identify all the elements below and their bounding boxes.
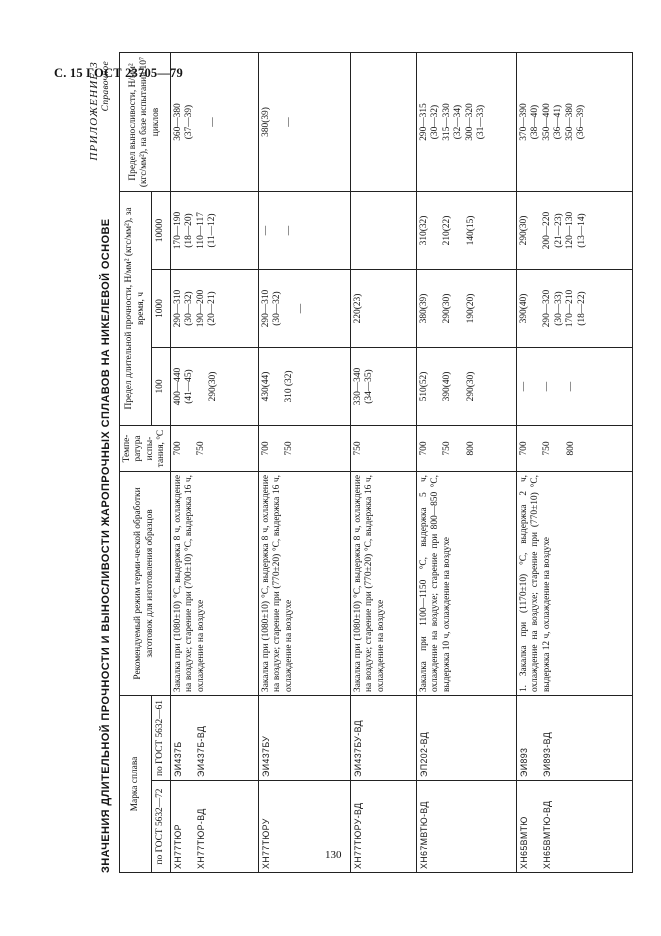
cell-line: 290—310	[260, 289, 271, 328]
cell-endurance	[258, 53, 350, 192]
cell-line: 750	[196, 441, 207, 456]
cell-grade-gost-72	[170, 781, 258, 873]
cell-line: 800	[465, 441, 476, 456]
cell-line: ХН65ВМТЮ	[518, 816, 529, 869]
cell-grade-gost-72	[416, 781, 516, 873]
cell-spacer	[430, 351, 442, 422]
col-grade-group: Марка сплава	[120, 696, 152, 873]
cell-strength-100	[416, 348, 516, 426]
cell-line: (20—21)	[207, 291, 218, 326]
cell-line: (41—45)	[184, 369, 195, 404]
cell-strength-10000	[416, 192, 516, 270]
cell-spacer	[272, 351, 284, 422]
cell-endurance	[170, 53, 258, 192]
cell-line: 310 (32)	[284, 370, 295, 403]
cell-line: (30—32)	[272, 291, 283, 326]
rotated-content	[88, 53, 648, 873]
cell-line: 220(23)	[352, 293, 363, 324]
cell-regime: Закалка при (1080±10) °С, выдержка 8 ч, охлаждение на воздухе; старение при (770±20) °С, выдержка 16 ч, охлаждение на воздухе	[350, 472, 416, 696]
cell-strength-10000	[350, 192, 416, 270]
annex-title: ПРИЛОЖЕНИЕ 3	[88, 61, 100, 161]
cell-temp	[258, 426, 350, 472]
cell-line: 290(30)	[465, 371, 476, 402]
cell-temp	[170, 426, 258, 472]
table-title: ЗНАЧЕНИЯ ДЛИТЕЛЬНОЙ ПРОЧНОСТИ И ВЫНОСЛИВОСТИ ЖАРОПРОЧНЫХ СПЛАВОВ НА НИКЕЛЕВОЙ ОСНОВЕ	[100, 218, 112, 873]
cell-grade-gost-61	[350, 696, 416, 781]
cell-line: 370—390	[518, 103, 529, 141]
cell-spacer	[454, 195, 466, 266]
cell-line: —	[295, 303, 306, 314]
cell-spacer	[530, 429, 542, 468]
cell-line: 700	[418, 441, 429, 456]
cell-line: 750	[542, 441, 553, 456]
cell-line: (32—34)	[453, 104, 464, 140]
cell-strength-100	[516, 348, 632, 426]
data-table	[119, 52, 633, 873]
cell-spacer	[272, 195, 284, 266]
cell-spacer	[454, 351, 466, 422]
cell-spacer	[554, 351, 566, 422]
cell-endurance	[416, 53, 516, 192]
col-grade-gost-61: по ГОСТ 5632—61	[152, 696, 171, 781]
cell-spacer	[530, 195, 542, 266]
cell-strength-1000	[170, 270, 258, 348]
cell-line: (13—14)	[576, 213, 587, 248]
cell-line: —	[260, 225, 271, 236]
cell-line: 200—220	[542, 211, 553, 250]
cell-line: 750	[352, 441, 363, 456]
col-strength-group: Предел длительной прочности, Н/мм² (кгс/мм²), за время, ч	[120, 192, 152, 426]
cell-line: ХН77ТЮР	[172, 824, 183, 869]
cell-line: 400—440	[172, 367, 183, 406]
cell-temp	[350, 426, 416, 472]
cell-line: 390(40)	[442, 371, 453, 402]
cell-line: 290(30)	[442, 293, 453, 324]
cell-temp	[416, 426, 516, 472]
cell-spacer	[454, 273, 466, 344]
cell-line: 290(30)	[518, 215, 529, 246]
cell-regime: Закалка при (1080±10) °С, выдержка 8 ч, охлаждение на воздухе; старение при (770±20) °С, выдержка 16 ч, охлаждение на воздухе	[258, 472, 350, 696]
cell-line: 170—210	[565, 289, 576, 328]
cell-grade-gost-72	[350, 781, 416, 873]
cell-strength-10000	[516, 192, 632, 270]
cell-strength-1000	[350, 270, 416, 348]
col-temp: Темпе-ратура испы-тания, °С	[120, 426, 171, 472]
cell-line: 210(22)	[442, 215, 453, 246]
cell-spacer	[196, 351, 208, 422]
cell-regime: Закалка при 1100—1150 °С, выдержка 5 ч, охлаждение на воздухе; старение при 800—850 °С, выдержка 10 ч, охлаждение на воздухе	[416, 472, 516, 696]
cell-line: ЭИ437БУ	[260, 735, 271, 777]
col-regime: Рекомендуемый режим терми-ческой обработки заготовок для изготовления образцов	[120, 472, 171, 696]
cell-line: 290—320	[542, 289, 553, 328]
cell-line: 330—340	[352, 367, 363, 406]
cell-line: (36—39)	[576, 104, 587, 140]
cell-line: ЭИ437Б	[172, 741, 183, 777]
cell-line: ЭИ893	[518, 747, 529, 777]
table-row	[170, 53, 258, 873]
cell-line: (18—22)	[576, 291, 587, 326]
cell-line: 310(32)	[418, 215, 429, 246]
cell-line: (36—41)	[553, 104, 564, 140]
cell-line: 700	[518, 441, 529, 456]
cell-line: (34—35)	[364, 369, 375, 404]
cell-spacer	[530, 699, 542, 777]
cell-grade-gost-61	[416, 696, 516, 781]
page-header: С. 15 ГОСТ 23705—79	[54, 66, 183, 80]
cell-line: —	[518, 381, 529, 392]
cell-line: ЭИ893-ВД	[541, 731, 552, 777]
cell-line: —	[284, 117, 295, 127]
cell-line: 110—117	[195, 212, 206, 249]
cell-spacer	[454, 429, 466, 468]
cell-line: 360—380	[172, 103, 183, 141]
cell-endurance	[516, 53, 632, 192]
cell-line: (30—32)	[184, 291, 195, 326]
col-endurance: Предел выносливости, Н/мм² (кгс/мм²), на базе испытаний 10⁷ циклов	[120, 53, 171, 192]
cell-line: 430(44)	[260, 371, 271, 402]
cell-grade-gost-61	[516, 696, 632, 781]
cell-line: (30—32)	[430, 104, 441, 140]
cell-line: (38—40)	[530, 104, 541, 140]
cell-line: (21—23)	[553, 213, 564, 248]
table-row	[416, 53, 516, 873]
cell-line: 700	[172, 441, 183, 456]
cell-strength-1000	[516, 270, 632, 348]
table-row	[350, 53, 416, 873]
cell-strength-1000	[416, 270, 516, 348]
page-number: 130	[325, 849, 342, 861]
cell-grade-gost-61	[258, 696, 350, 781]
cell-line: —	[284, 225, 295, 236]
cell-spacer	[554, 429, 566, 468]
cell-line: 300—320	[464, 103, 475, 141]
annex-subtitle: Справочное	[101, 61, 111, 112]
cell-spacer	[184, 699, 196, 777]
cell-temp	[516, 426, 632, 472]
cell-line: 380(39)	[260, 107, 271, 137]
cell-line: 140(15)	[465, 215, 476, 246]
col-grade-gost-72: по ГОСТ 5632—72	[152, 781, 171, 873]
cell-spacer	[530, 273, 542, 344]
cell-line: 510(52)	[418, 371, 429, 402]
cell-line: ХН77ТЮРУ-ВД	[352, 802, 363, 869]
cell-line: 350—380	[564, 103, 575, 141]
cell-strength-100	[350, 348, 416, 426]
cell-line: (11—12)	[207, 213, 218, 248]
cell-spacer	[430, 273, 442, 344]
cell-grade-gost-61	[170, 696, 258, 781]
cell-strength-10000	[170, 192, 258, 270]
col-time-1000: 1000	[152, 270, 171, 348]
cell-line: 190(20)	[465, 293, 476, 324]
cell-line: 290(30)	[207, 371, 218, 402]
cell-spacer	[272, 56, 284, 188]
cell-spacer	[272, 429, 284, 468]
cell-spacer	[530, 784, 542, 869]
cell-line: 190—200	[195, 289, 206, 328]
cell-line: (37—39)	[184, 104, 195, 140]
cell-spacer	[430, 429, 442, 468]
cell-line: (30—33)	[553, 291, 564, 326]
cell-line: ХН77ТЮРУ	[260, 818, 271, 869]
cell-line: 120—130	[565, 211, 576, 250]
cell-line: 750	[284, 441, 295, 456]
cell-spacer	[184, 784, 196, 869]
cell-regime: 1. Закалка при (1170±10) °С, выдержка 2 ч, охлаждение на воздухе; старение при (770±10) °С, выдержка 12 ч, охлаждение на воздухе	[516, 472, 632, 696]
col-time-100: 100	[152, 348, 171, 426]
cell-line: 380(39)	[418, 293, 429, 324]
cell-strength-1000	[258, 270, 350, 348]
cell-line: —	[565, 381, 576, 392]
cell-line: ХН77ТЮР-ВД	[195, 808, 206, 869]
cell-spacer	[530, 351, 542, 422]
cell-spacer	[284, 273, 296, 344]
cell-regime: Закалка при (1080±10) °С, выдержка 8 ч, охлаждение на воздухе; старение при (700±10) °С, выдержка 16 ч, охлаждение на воздухе	[170, 472, 258, 696]
cell-line: ЭИ437Б-ВД	[195, 725, 206, 777]
cell-spacer	[430, 195, 442, 266]
table-body	[170, 53, 632, 873]
cell-strength-100	[258, 348, 350, 426]
cell-line: ЭИ437БУ-ВД	[352, 719, 363, 777]
cell-line: 390(40)	[518, 293, 529, 324]
cell-line: (31—33)	[476, 104, 487, 140]
cell-line: 315—330	[441, 103, 452, 141]
cell-line: (18—20)	[184, 213, 195, 248]
cell-line: 350—400	[541, 103, 552, 141]
cell-line: ХН67МВТЮ-ВД	[418, 801, 429, 869]
cell-line: ХН65ВМТЮ-ВД	[541, 800, 552, 869]
table-row	[516, 53, 632, 873]
table-row	[258, 53, 350, 873]
cell-spacer	[196, 56, 208, 188]
cell-line: ЭП202-ВД	[418, 731, 429, 777]
cell-line: 170—190	[172, 211, 183, 250]
cell-line: 800	[565, 441, 576, 456]
cell-grade-gost-72	[516, 781, 632, 873]
cell-strength-100	[170, 348, 258, 426]
cell-line: 290—315	[418, 103, 429, 141]
cell-strength-10000	[258, 192, 350, 270]
col-time-10000: 10000	[152, 192, 171, 270]
cell-endurance	[350, 53, 416, 192]
cell-line: 290—310	[172, 289, 183, 328]
cell-line: —	[207, 117, 218, 127]
cell-line: —	[542, 381, 553, 392]
cell-line: 700	[260, 441, 271, 456]
cell-line: 750	[442, 441, 453, 456]
cell-spacer	[184, 429, 196, 468]
